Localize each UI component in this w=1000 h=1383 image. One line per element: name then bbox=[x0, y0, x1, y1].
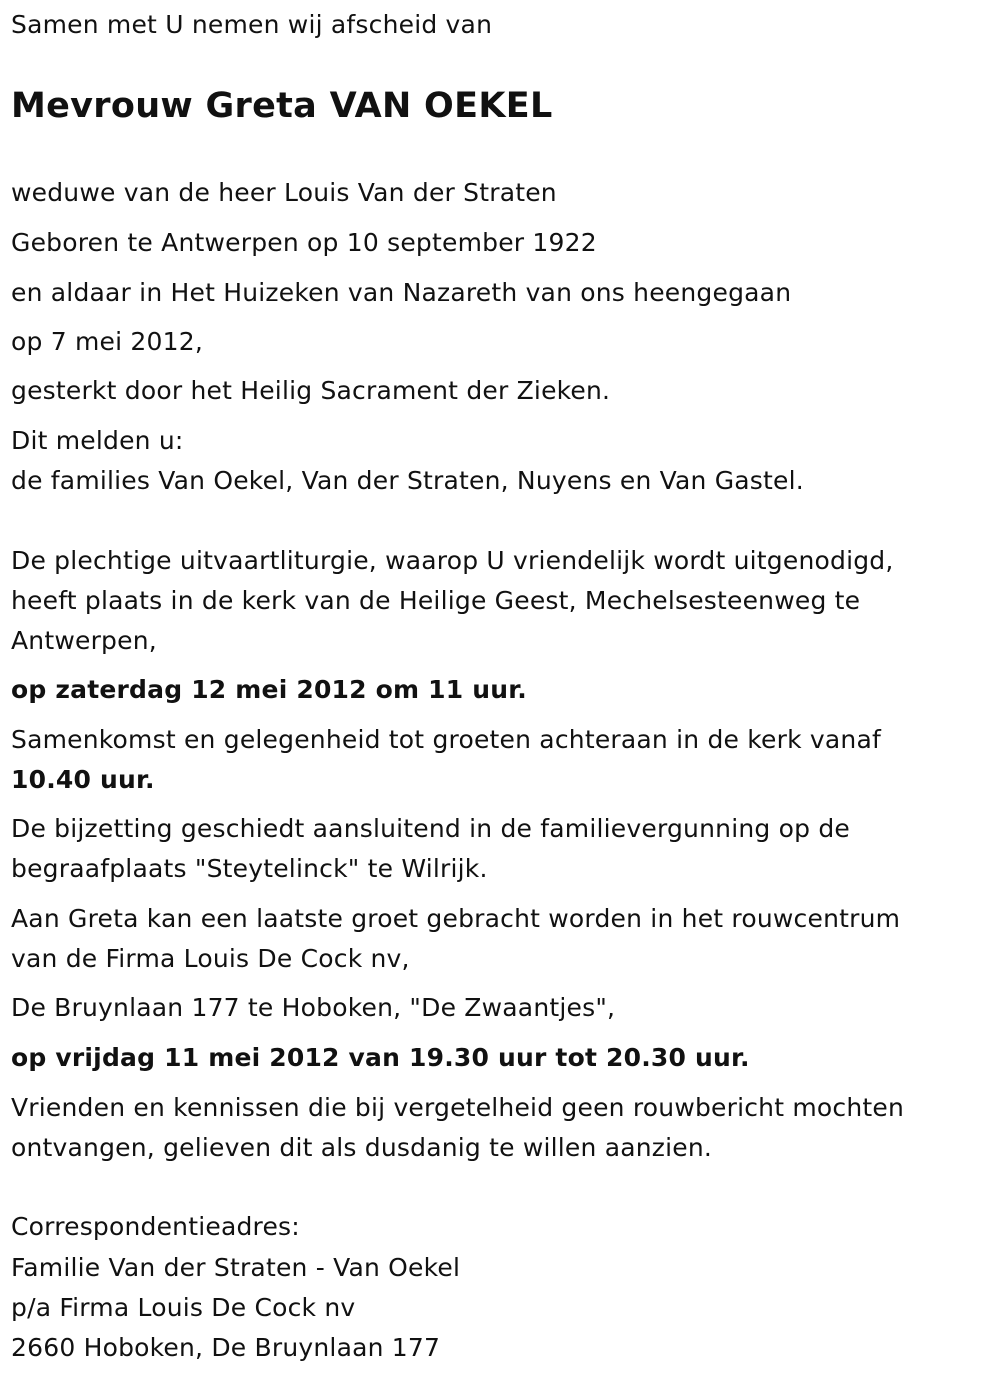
liturgy-line: Antwerpen, bbox=[11, 626, 157, 655]
detail-line: en aldaar in Het Huizeken van Nazareth van ons heengegaan bbox=[11, 278, 792, 307]
deceased-name: Mevrouw Greta VAN OEKEL bbox=[11, 86, 553, 126]
detail-line: op 7 mei 2012, bbox=[11, 327, 203, 356]
correspondence-line: Familie Van der Straten - Van Oekel bbox=[11, 1253, 461, 1282]
burial-line: De bijzetting geschiedt aansluitend in de familievergunning op de bbox=[11, 814, 850, 843]
detail-line: Geboren te Antwerpen op 10 september 1922 bbox=[11, 228, 597, 257]
notice-line: Vrienden en kennissen die bij vergetelheid geen rouwbericht mochten bbox=[11, 1093, 905, 1122]
farewell-line: Aan Greta kan een laatste groet gebracht worden in het rouwcentrum bbox=[11, 904, 901, 933]
farewell-line: De Bruynlaan 177 te Hoboken, "De Zwaantjes", bbox=[11, 993, 616, 1022]
correspondence-line: p/a Firma Louis De Cock nv bbox=[11, 1293, 356, 1322]
announcers-label: Dit melden u: bbox=[11, 426, 184, 455]
correspondence-line: 2660 Hoboken, De Bruynlaan 177 bbox=[11, 1333, 441, 1362]
intro-text: Samen met U nemen wij afscheid van bbox=[11, 10, 493, 39]
announcers-families: de families Van Oekel, Van der Straten, Nuyens en Van Gastel. bbox=[11, 466, 804, 495]
liturgy-date: op zaterdag 12 mei 2012 om 11 uur. bbox=[11, 675, 527, 704]
detail-line: weduwe van de heer Louis Van der Straten bbox=[11, 178, 557, 207]
farewell-date: op vrijdag 11 mei 2012 van 19.30 uur tot 20.30 uur. bbox=[11, 1043, 750, 1072]
detail-line: gesterkt door het Heilig Sacrament der Zieken. bbox=[11, 376, 611, 405]
liturgy-line: heeft plaats in de kerk van de Heilige Geest, Mechelsesteenweg te bbox=[11, 586, 861, 615]
liturgy-line: De plechtige uitvaartliturgie, waarop U vriendelijk wordt uitgenodigd, bbox=[11, 546, 894, 575]
farewell-line: van de Firma Louis De Cock nv, bbox=[11, 944, 410, 973]
gathering-time: 10.40 uur. bbox=[11, 765, 155, 794]
burial-line: begraafplaats "Steytelinck" te Wilrijk. bbox=[11, 854, 488, 883]
correspondence-label: Correspondentieadres: bbox=[11, 1212, 300, 1241]
notice-line: ontvangen, gelieven dit als dusdanig te willen aanzien. bbox=[11, 1133, 713, 1162]
gathering-line: Samenkomst en gelegenheid tot groeten achteraan in de kerk vanaf bbox=[11, 725, 881, 754]
